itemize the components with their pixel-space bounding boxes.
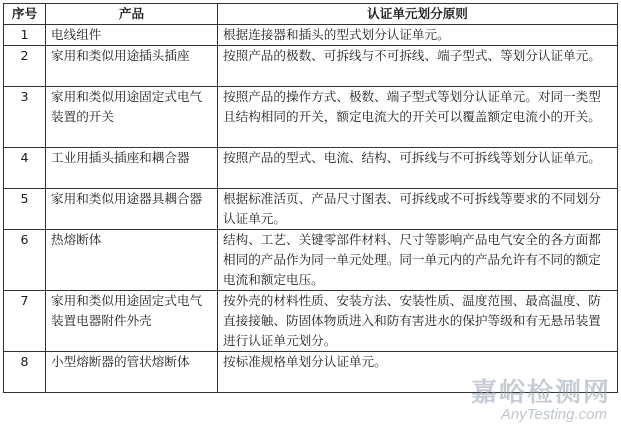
cell-product: 家用和类似用途器具耦合器 bbox=[46, 189, 218, 230]
cell-principle: 按照产品的型式、电流、结构、可拆线与不可拆线等划分认证单元。 bbox=[218, 148, 618, 189]
cell-product: 电线组件 bbox=[46, 25, 218, 46]
table-row bbox=[4, 189, 618, 230]
cell-product: 家用和类似用途插头插座 bbox=[46, 46, 218, 87]
cell-principle: 按标准规格单划分认证单元。 bbox=[218, 352, 618, 393]
cell-no: 5 bbox=[4, 189, 46, 230]
cell-product: 小型熔断器的管状熔断体 bbox=[46, 352, 218, 393]
cell-product: 工业用插头插座和耦合器 bbox=[46, 148, 218, 189]
cell-no: 2 bbox=[4, 46, 46, 87]
table-row bbox=[4, 87, 618, 148]
certification-unit-table bbox=[3, 3, 618, 393]
cell-product: 家用和类似用途固定式电气装置电器附件外壳 bbox=[46, 291, 218, 352]
table-row bbox=[4, 25, 618, 46]
watermark-text-en: AnyTesting.com bbox=[500, 406, 607, 423]
cell-no: 7 bbox=[4, 291, 46, 352]
cell-no: 8 bbox=[4, 352, 46, 393]
cell-principle: 结构、工艺、关键零部件材料、尺寸等影响产品电气安全的各方面都相同的产品作为同一单元处理。同一单元内的产品允许有不同的额定电流和额定电压。 bbox=[218, 230, 618, 291]
watermark-text-cn: 嘉峪检测网 bbox=[470, 378, 611, 408]
table-header-row bbox=[4, 4, 618, 25]
table-row bbox=[4, 148, 618, 189]
cell-no: 4 bbox=[4, 148, 46, 189]
header-no: 序号 bbox=[4, 4, 46, 25]
cell-principle: 根据标准活页、产品尺寸图表、可拆线或不可拆线等要求的不同划分认证单元。 bbox=[218, 189, 618, 230]
cell-product: 热熔断体 bbox=[46, 230, 218, 291]
table-row bbox=[4, 352, 618, 393]
cell-no: 3 bbox=[4, 87, 46, 148]
cell-no: 6 bbox=[4, 230, 46, 291]
header-product: 产品 bbox=[46, 4, 218, 25]
cell-principle: 按照产品的极数、可拆线与不可拆线、端子型式、等划分认证单元。 bbox=[218, 46, 618, 87]
table-row bbox=[4, 230, 618, 291]
header-principle: 认证单元划分原则 bbox=[218, 4, 618, 25]
cell-principle: 按照产品的操作方式、极数、端子型式等划分认证单元。对同一类型且结构相同的开关，额定电流大的开关可以覆盖额定电流小的开关。 bbox=[218, 87, 618, 148]
cell-principle: 按外壳的材料性质、安装方法、安装性质、温度范围、最高温度、防直接接触、防固体物质进入和防有害进水的保护等级和有无悬吊装置进行认证单元划分。 bbox=[218, 291, 618, 352]
table-row bbox=[4, 291, 618, 352]
cell-principle: 根据连接器和插头的型式划分认证单元。 bbox=[218, 25, 618, 46]
cell-product: 家用和类似用途固定式电气装置的开关 bbox=[46, 87, 218, 148]
cell-no: 1 bbox=[4, 25, 46, 46]
table-row bbox=[4, 46, 618, 87]
